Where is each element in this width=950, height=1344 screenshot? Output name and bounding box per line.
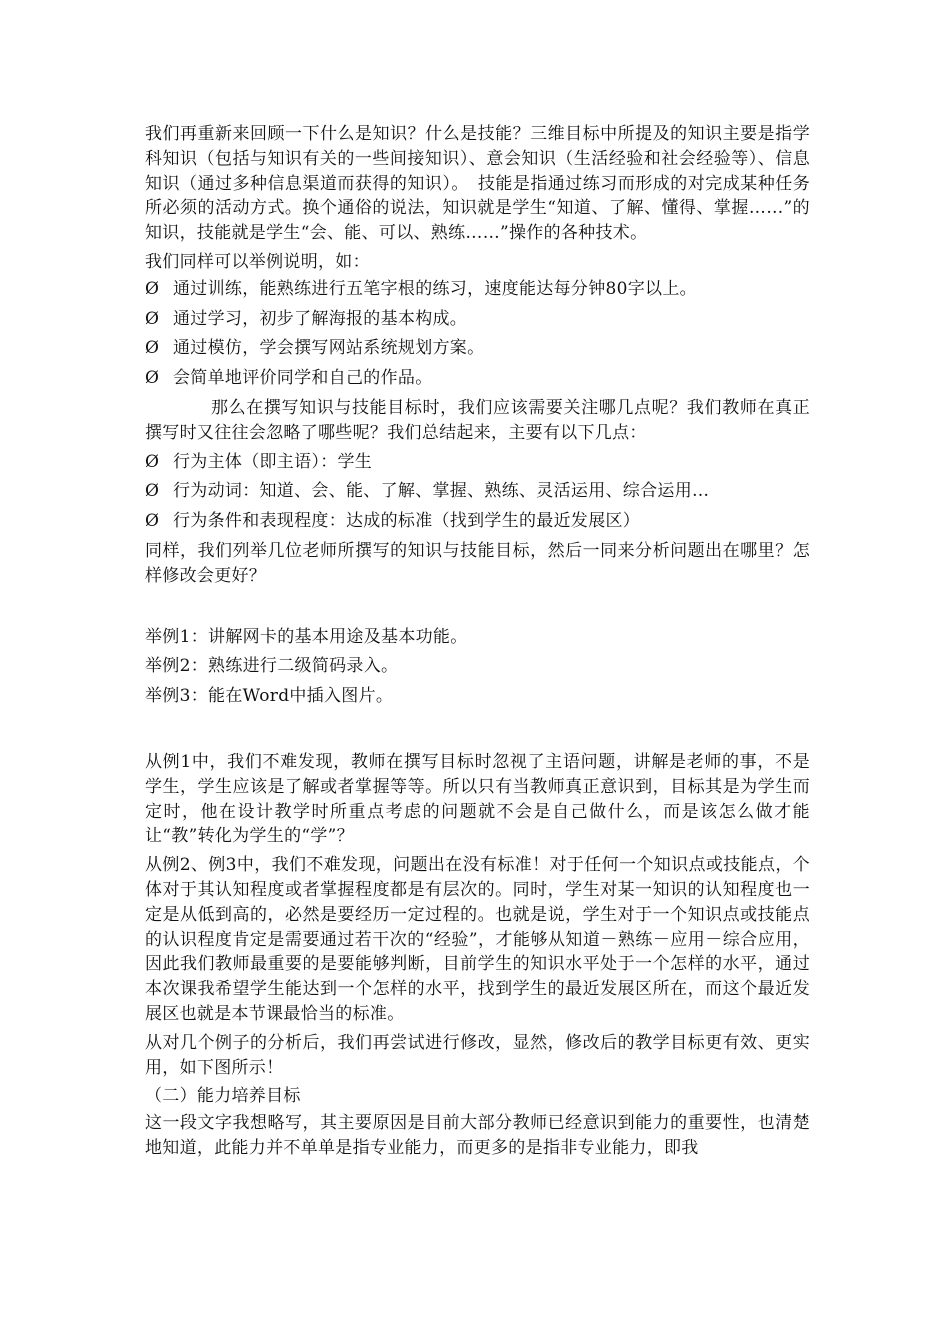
example-item: 举例2：熟练进行二级简码录入。 [145,656,399,677]
paragraph-example2-3-analysis: 从例2、例3中，我们不难发现，问题出在没有标准！对于任何一个知识点或技能点，个体对于其认知程度或者掌握程度都是有层次的。同时，学生对某一知识的认知程度也一定是从低到高的，必然是要经历一定过程的。也就是说，学生对于一个知识点或技能点的认识程度肯定是需要通过若干次的“经验”，才能够从知道－熟练－应用－综合应用，因此我们教师最重要的是要能够判断，目前学生的知识水平处于一个怎样的水平，通过本次课我希望学生能达到一个怎样的水平，找到学生的最近发展区所在，而这个最近发展区也就是本节课最恰当的标准。 [145,855,810,1024]
list-item [145,307,810,332]
bullet-marker: Ø [145,451,160,472]
bullet-marker: Ø [145,308,160,329]
list-item-text: 通过模仿，学会撰写网站系统规划方案。 [173,338,485,359]
blank-line [145,714,810,750]
list-item [145,336,810,361]
list-item [145,366,810,391]
list-item-text: 通过学习，初步了解海报的基本构成。 [173,308,468,329]
document-body [145,122,810,1165]
paragraph-example1-analysis: 从例1中，我们不难发现，教师在撰写目标时忽视了主语问题，讲解是老师的事，不是学生，学生应该是了解或者掌握等等。所以只有当教师真正意识到，目标其是为学生而定时，他在设计教学时所重点考虑的问题就不会是自己做什么，而是该怎么做才能让“教”转化为学生的“学”？ [145,751,810,847]
list-item-text: 通过训练，能熟练进行五笔字根的练习，速度能达每分钟80字以上。 [173,278,697,299]
bullet-marker: Ø [145,511,160,532]
paragraph-revision-note: 从对几个例子的分析后，我们再尝试进行修改，显然，修改后的教学目标更有效、更实用，如下图所示！ [145,1032,810,1078]
paragraph-example-intro: 我们同样可以举例说明，如： [145,251,370,272]
list-item-text: 会简单地评价同学和自己的作品。 [173,368,433,389]
list-item [145,450,810,475]
example-list [145,277,810,391]
bullet-marker: Ø [145,481,160,502]
paragraph-knowledge-skill-definition: 我们再重新来回顾一下什么是知识？什么是技能？三维目标中所提及的知识主要是指学科知识（包括与知识有关的一些间接知识）、意会知识（生活经验和社会经验等）、信息知识（通过多种信息渠道而获得的知识）。 技能是指通过练习而形成的对完成某种任务所必须的活动方式。换个通俗的说法，知识就是学生“知道、了解、懂得、掌握……”的知识，技能就是学生“会、能、可以、熟练……”操作的各种技术。 [145,124,810,244]
focus-point-list [145,450,810,534]
list-item-text: 行为主体（即主语）：学生 [173,451,373,472]
list-item [145,479,810,504]
paragraph-focus-points: 那么在撰写知识与技能目标时，我们应该需要关注哪几点呢？我们教师在真正撰写时又往往会忽略了哪些呢？我们总结起来，主要有以下几点： [145,397,810,443]
blank-line [145,593,810,625]
bullet-marker: Ø [145,338,160,359]
list-item-text: 行为条件和表现程度：达成的标准（找到学生的最近发展区） [173,511,641,532]
paragraph-ability-goals: 这一段文字我想略写，其主要原因是目前大部分教师已经意识到能力的重要性，也清楚地知道，此能力并不单单是指专业能力，而更多的是指非专业能力，即我 [145,1113,810,1158]
list-item-text: 行为动词：知道、会、能、了解、掌握、熟练、灵活运用、综合运用… [173,481,710,502]
paragraph-teacher-examples-intro: 同样，我们列举几位老师所撰写的知识与技能目标，然后一同来分析问题出在哪里？怎样修改会更好？ [145,540,810,586]
example-item: 举例1：讲解网卡的基本用途及基本功能。 [145,626,468,647]
section-heading-ability-goals: （二）能力培养目标 [145,1086,301,1107]
bullet-marker: Ø [145,368,160,389]
bullet-marker: Ø [145,278,160,299]
list-item [145,509,810,534]
example-item: 举例3：能在Word中插入图片。 [145,686,394,707]
list-item [145,277,810,302]
